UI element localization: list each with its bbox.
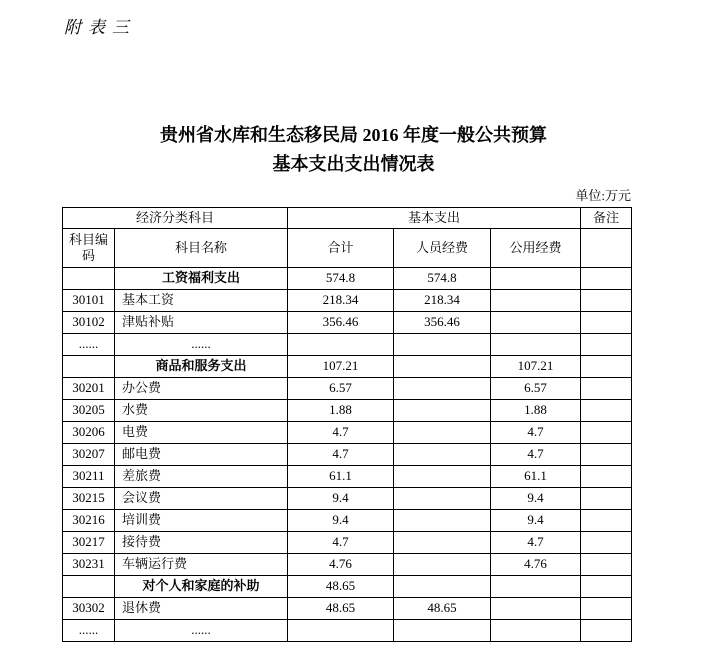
cell-total: 4.76: [288, 554, 394, 576]
cell-personnel: 356.46: [394, 312, 491, 334]
header-subject-name: 科目名称: [115, 229, 288, 268]
cell-public: 9.4: [491, 488, 581, 510]
cell-code: 30101: [63, 290, 115, 312]
table-row: [63, 510, 632, 532]
cell-code: 30207: [63, 444, 115, 466]
cell-remark: [581, 532, 632, 554]
cell-remark: [581, 422, 632, 444]
table-row: [63, 268, 632, 290]
cell-name: ......: [115, 334, 288, 356]
table-row: [63, 422, 632, 444]
page-title-line1: 贵州省水库和生态移民局 2016 年度一般公共预算: [160, 125, 547, 145]
cell-public: [491, 576, 581, 598]
cell-code: ......: [63, 620, 115, 642]
header-public-funds: 公用经费: [491, 229, 581, 268]
table-row: [63, 488, 632, 510]
cell-personnel: 48.65: [394, 598, 491, 620]
cell-code: ......: [63, 334, 115, 356]
cell-name: 津贴补贴: [115, 312, 288, 334]
cell-public: [491, 598, 581, 620]
cell-total: 48.65: [288, 598, 394, 620]
cell-name: 电费: [115, 422, 288, 444]
cell-total: 356.46: [288, 312, 394, 334]
table-header-row-2: [63, 229, 632, 268]
header-remark-empty: [581, 229, 632, 268]
cell-name: 对个人和家庭的补助: [115, 576, 288, 598]
cell-total: 574.8: [288, 268, 394, 290]
cell-code: [63, 356, 115, 378]
cell-public: 6.57: [491, 378, 581, 400]
cell-name: 车辆运行费: [115, 554, 288, 576]
cell-total: 4.7: [288, 422, 394, 444]
table-row: [63, 356, 632, 378]
cell-remark: [581, 334, 632, 356]
cell-code: 30215: [63, 488, 115, 510]
cell-total: [288, 334, 394, 356]
cell-public: 4.76: [491, 554, 581, 576]
cell-total: 9.4: [288, 510, 394, 532]
cell-name: 基本工资: [115, 290, 288, 312]
table-row: [63, 466, 632, 488]
table-row: [63, 598, 632, 620]
cell-total: 1.88: [288, 400, 394, 422]
cell-code: [63, 268, 115, 290]
cell-total: 4.7: [288, 444, 394, 466]
cell-remark: [581, 620, 632, 642]
cell-name: 差旅费: [115, 466, 288, 488]
cell-remark: [581, 378, 632, 400]
unit-label: 单位:万元: [575, 188, 631, 203]
cell-personnel: [394, 378, 491, 400]
cell-name: 接待费: [115, 532, 288, 554]
cell-total: 218.34: [288, 290, 394, 312]
table-body: [63, 268, 632, 642]
header-total: 合计: [288, 229, 394, 268]
table-row: [63, 334, 632, 356]
cell-public: [491, 620, 581, 642]
cell-code: 30102: [63, 312, 115, 334]
cell-personnel: [394, 466, 491, 488]
cell-name: 退休费: [115, 598, 288, 620]
cell-remark: [581, 400, 632, 422]
cell-code: 30205: [63, 400, 115, 422]
cell-remark: [581, 510, 632, 532]
cell-remark: [581, 466, 632, 488]
cell-public: 1.88: [491, 400, 581, 422]
cell-remark: [581, 488, 632, 510]
header-remark: 备注: [581, 208, 632, 229]
header-personnel-funds: 人员经费: [394, 229, 491, 268]
table-row: [63, 290, 632, 312]
cell-code: 30302: [63, 598, 115, 620]
cell-name: 商品和服务支出: [115, 356, 288, 378]
cell-public: [491, 290, 581, 312]
cell-personnel: [394, 422, 491, 444]
cell-total: 48.65: [288, 576, 394, 598]
cell-name: 办公费: [115, 378, 288, 400]
cell-personnel: 218.34: [394, 290, 491, 312]
cell-total: [288, 620, 394, 642]
header-subject-code: 科目编码: [63, 229, 115, 268]
table-row: [63, 576, 632, 598]
cell-name: 会议费: [115, 488, 288, 510]
cell-code: 30216: [63, 510, 115, 532]
cell-remark: [581, 290, 632, 312]
cell-personnel: 574.8: [394, 268, 491, 290]
cell-code: 30201: [63, 378, 115, 400]
cell-remark: [581, 268, 632, 290]
cell-public: 61.1: [491, 466, 581, 488]
table-row: [63, 312, 632, 334]
cell-total: 6.57: [288, 378, 394, 400]
cell-personnel: [394, 356, 491, 378]
cell-public: 9.4: [491, 510, 581, 532]
cell-remark: [581, 554, 632, 576]
cell-public: [491, 268, 581, 290]
header-economic-category: 经济分类科目: [63, 208, 288, 229]
cell-total: 4.7: [288, 532, 394, 554]
cell-total: 9.4: [288, 488, 394, 510]
cell-name: 水费: [115, 400, 288, 422]
table-row: [63, 444, 632, 466]
table-row: [63, 554, 632, 576]
cell-personnel: [394, 400, 491, 422]
cell-name: 工资福利支出: [115, 268, 288, 290]
cell-personnel: [394, 554, 491, 576]
cell-name: 邮电费: [115, 444, 288, 466]
cell-public: [491, 312, 581, 334]
cell-name: 培训费: [115, 510, 288, 532]
cell-code: 30211: [63, 466, 115, 488]
cell-name: ......: [115, 620, 288, 642]
header-basic-expenditure: 基本支出: [288, 208, 581, 229]
cell-remark: [581, 356, 632, 378]
appendix-label: 附表三: [64, 18, 136, 37]
cell-personnel: [394, 532, 491, 554]
cell-personnel: [394, 510, 491, 532]
cell-public: 4.7: [491, 444, 581, 466]
table-row: [63, 378, 632, 400]
cell-personnel: [394, 334, 491, 356]
table-row: [63, 400, 632, 422]
cell-total: 61.1: [288, 466, 394, 488]
cell-personnel: [394, 488, 491, 510]
cell-remark: [581, 598, 632, 620]
cell-personnel: [394, 444, 491, 466]
cell-public: [491, 334, 581, 356]
cell-total: 107.21: [288, 356, 394, 378]
table-header-row-1: [63, 208, 632, 229]
budget-table: [62, 207, 632, 642]
cell-remark: [581, 312, 632, 334]
cell-public: 4.7: [491, 422, 581, 444]
cell-code: 30231: [63, 554, 115, 576]
cell-personnel: [394, 620, 491, 642]
page-title-line2: 基本支出支出情况表: [272, 154, 435, 174]
cell-public: 107.21: [491, 356, 581, 378]
table-row: [63, 620, 632, 642]
cell-code: 30217: [63, 532, 115, 554]
cell-code: 30206: [63, 422, 115, 444]
cell-remark: [581, 444, 632, 466]
cell-personnel: [394, 576, 491, 598]
table-row: [63, 532, 632, 554]
cell-remark: [581, 576, 632, 598]
cell-public: 4.7: [491, 532, 581, 554]
cell-code: [63, 576, 115, 598]
